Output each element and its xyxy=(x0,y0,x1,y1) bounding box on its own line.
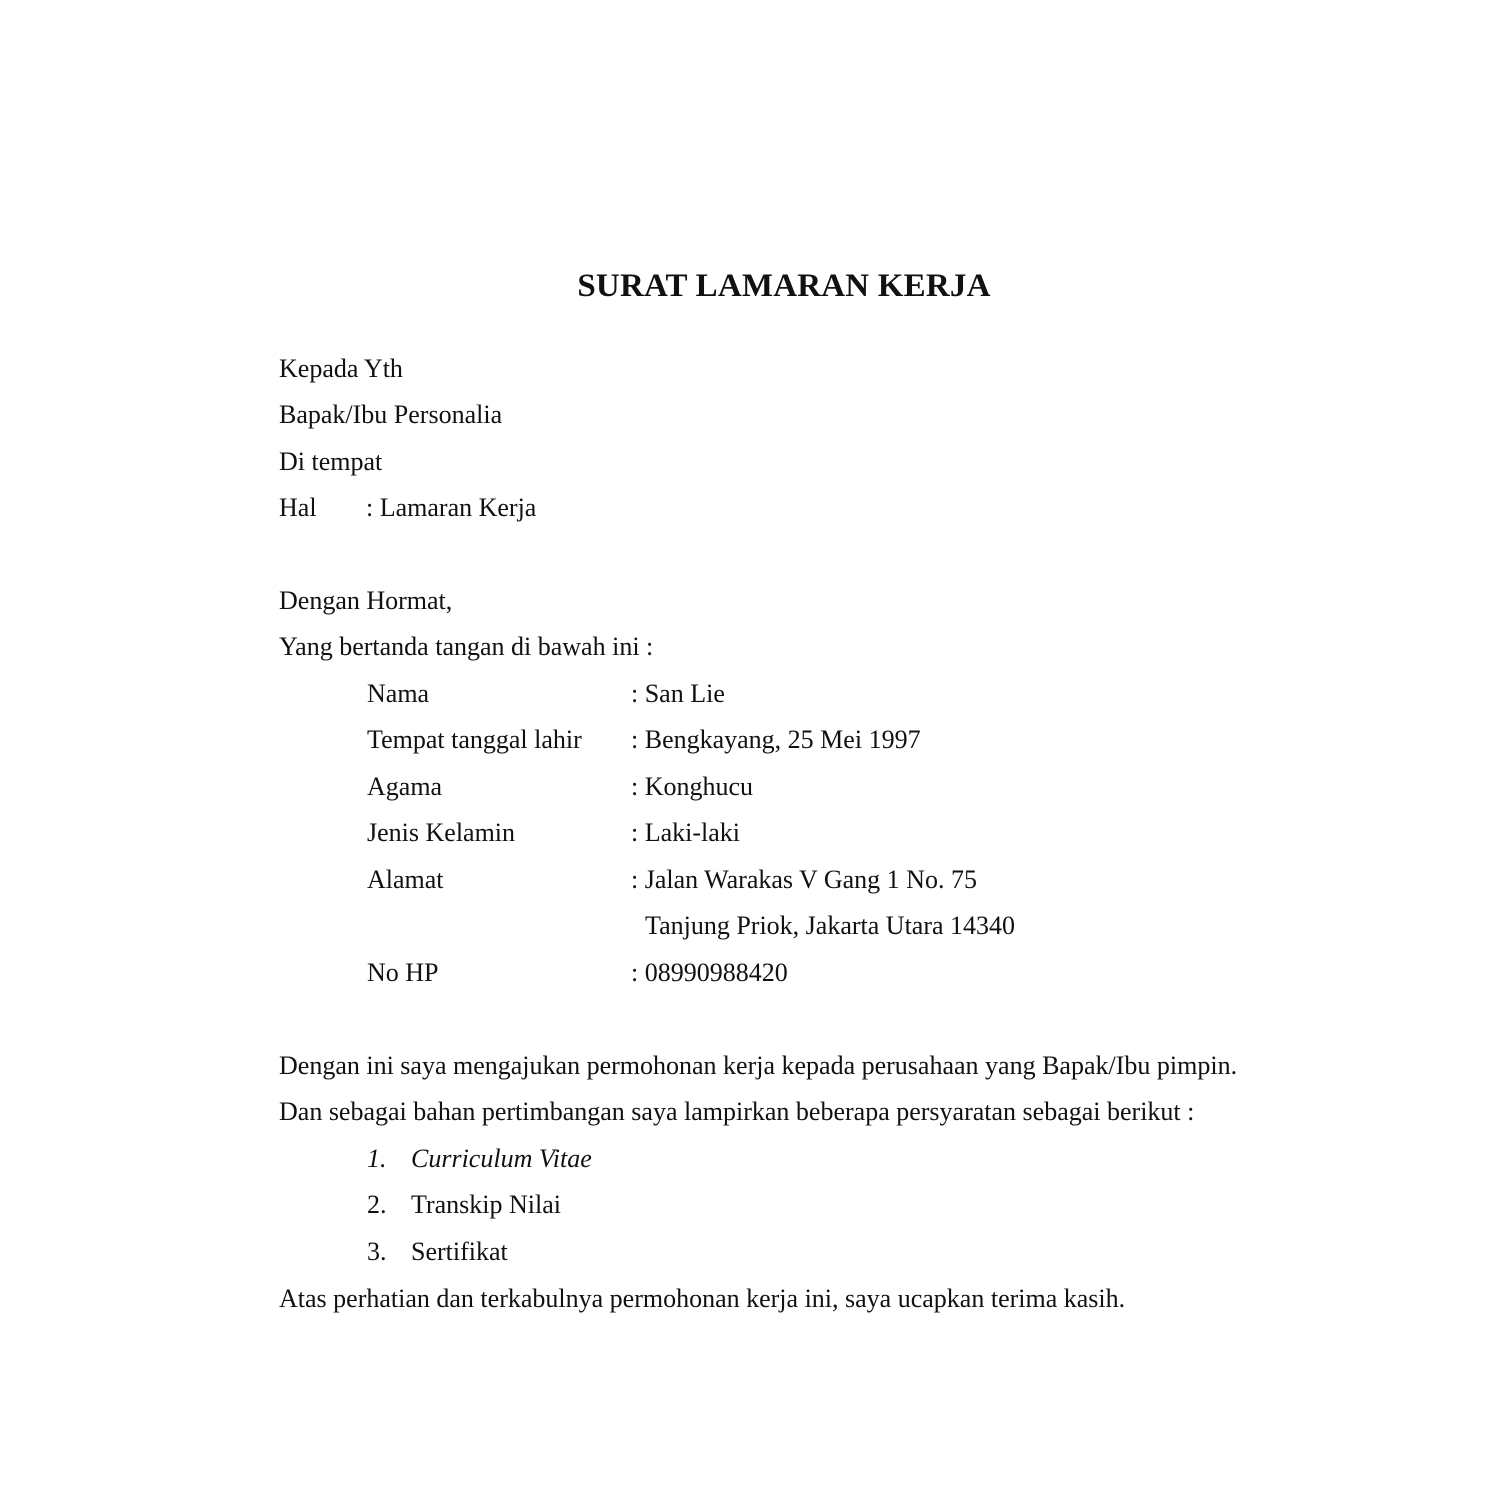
religion-value: : Konghucu xyxy=(631,772,754,801)
intro-text: Yang bertanda tangan di bawah ini : xyxy=(279,632,654,661)
body-line-2: Dan sebagai bahan pertimbangan saya lampirkan beberapa persyaratan sebagai berikut : xyxy=(279,1097,1195,1126)
gender-label: Jenis Kelamin xyxy=(367,818,516,847)
attachment-number: 1. xyxy=(367,1144,387,1173)
subject-label: Hal xyxy=(279,493,317,522)
phone-value: : 08990988420 xyxy=(631,958,788,987)
birth-value: : Bengkayang, 25 Mei 1997 xyxy=(631,725,921,754)
address-label: Alamat xyxy=(367,865,444,894)
body-line-1: Dengan ini saya mengajukan permohonan kerja kepada perusahaan yang Bapak/Ibu pimpin. xyxy=(279,1051,1238,1080)
recipient-line-1: Kepada Yth xyxy=(279,354,403,383)
letter-title: SURAT LAMARAN KERJA xyxy=(577,268,991,304)
gender-value: : Laki-laki xyxy=(631,818,741,847)
recipient-line-2: Bapak/Ibu Personalia xyxy=(279,400,503,429)
phone-label: No HP xyxy=(367,958,439,987)
recipient-line-3: Di tempat xyxy=(279,447,383,476)
name-label: Nama xyxy=(367,679,430,708)
attachment-label: Curriculum Vitae xyxy=(411,1144,592,1173)
name-value: : San Lie xyxy=(631,679,725,708)
birth-label: Tempat tanggal lahir xyxy=(367,725,582,754)
subject-value: : Lamaran Kerja xyxy=(366,493,537,522)
attachment-number: 2. xyxy=(367,1190,387,1219)
attachment-number: 3. xyxy=(367,1237,387,1266)
address-value-line-1: : Jalan Warakas V Gang 1 No. 75 xyxy=(631,865,977,894)
attachment-label: Transkip Nilai xyxy=(411,1190,561,1219)
religion-label: Agama xyxy=(367,772,443,801)
closing-text: Atas perhatian dan terkabulnya permohonan kerja ini, saya ucapkan terima kasih. xyxy=(279,1284,1126,1313)
attachment-label: Sertifikat xyxy=(411,1237,508,1266)
greeting: Dengan Hormat, xyxy=(279,586,453,615)
address-value-line-2: Tanjung Priok, Jakarta Utara 14340 xyxy=(645,911,1016,940)
